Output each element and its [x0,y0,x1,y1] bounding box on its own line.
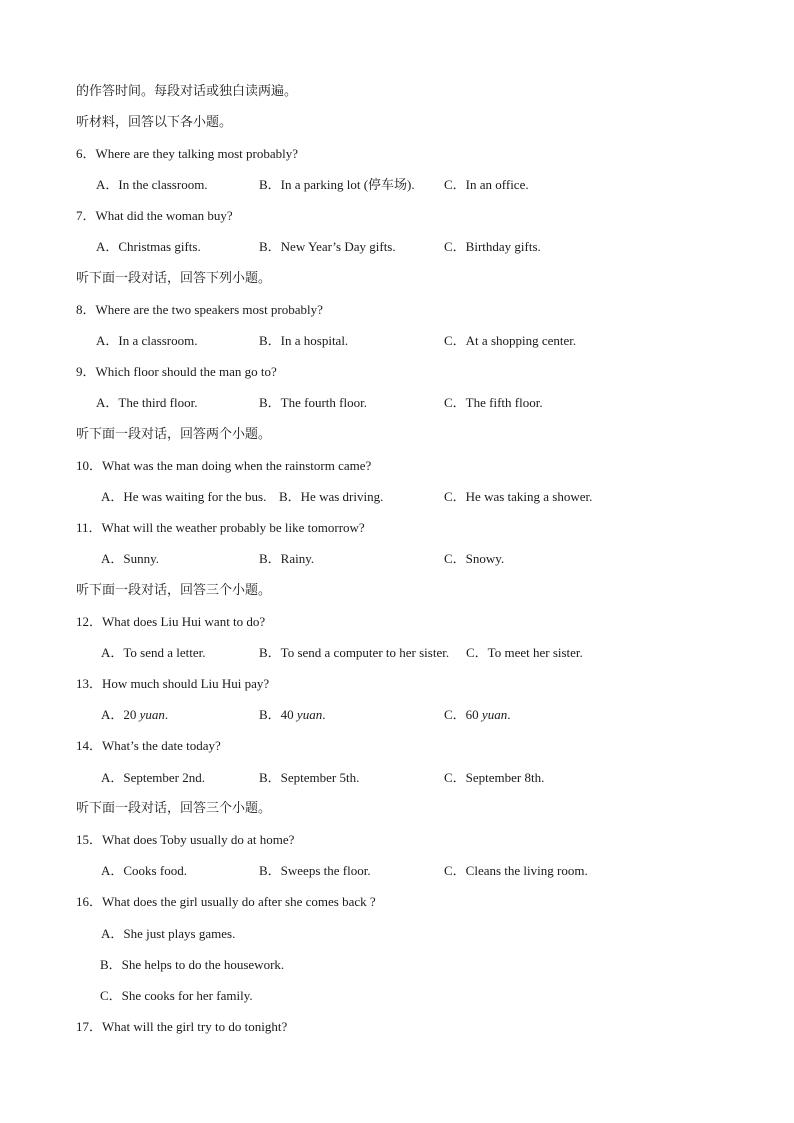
option-12c: C．To meet her sister. [466,645,583,660]
option-13b: B．40 yuan. [259,707,326,722]
question-14: 14．What’s the date today? [76,738,221,753]
option-6c: C．In an office. [444,177,529,192]
option-7b: B．New Year’s Day gifts. [259,239,396,254]
section-instruction: 听下面一段对话，回答三个小题。 [76,583,272,598]
section-instruction: 听材料，回答以下各小题。 [76,115,233,130]
option-8c: C．At a shopping center. [444,333,577,348]
option-6b: B．In a parking lot (停车场). [259,177,415,192]
option-11b: B．Rainy. [259,551,315,566]
option-13c: C．60 yuan. [444,707,511,722]
question-7: 7．What did the woman buy? [76,208,233,223]
option-11a: A．Sunny. [101,551,160,566]
option-15c: C．Cleans the living room. [444,863,588,878]
option-14a: A．September 2nd. [101,770,205,785]
option-14c: C．September 8th. [444,770,545,785]
question-13: 13．How much should Liu Hui pay? [76,676,270,691]
option-12a: A．To send a letter. [101,645,206,660]
option-9b: B．The fourth floor. [259,395,367,410]
option-14b: B．September 5th. [259,770,360,785]
option-8b: B．In a hospital. [259,333,349,348]
option-15b: B．Sweeps the floor. [259,863,371,878]
option-6a: A．In the classroom. [96,177,208,192]
question-12: 12．What does Liu Hui want to do? [76,614,266,629]
question-8: 8．Where are the two speakers most probably? [76,302,323,317]
option-10b: B．He was driving. [279,489,384,504]
option-11c: C．Snowy. [444,551,505,566]
question-17: 17．What will the girl try to do tonight? [76,1019,288,1034]
option-12b: B．To send a computer to her sister. [259,645,450,660]
option-9c: C．The fifth floor. [444,395,543,410]
section-instruction: 听下面一段对话，回答两个小题。 [76,427,272,442]
option-15a: A．Cooks food. [101,863,187,878]
question-10: 10．What was the man doing when the rainstorm came? [76,458,372,473]
intro-tail: 的作答时间。每段对话或独白读两遍。 [76,84,298,99]
section-instruction: 听下面一段对话，回答三个小题。 [76,801,272,816]
option-8a: A．In a classroom. [96,333,198,348]
option-9a: A．The third floor. [96,395,198,410]
option-16c: C．She cooks for her family. [100,988,253,1003]
option-10a: A．He was waiting for the bus. [101,489,267,504]
question-6: 6．Where are they talking most probably? [76,146,299,161]
option-16b: B．She helps to do the housework. [100,957,285,972]
option-7a: A．Christmas gifts. [96,239,201,254]
option-16a: A．She just plays games. [101,926,236,941]
question-16: 16．What does the girl usually do after she comes back ? [76,894,376,909]
option-13a: A．20 yuan. [101,707,169,722]
option-10c: C．He was taking a shower. [444,489,593,504]
question-9: 9．Which floor should the man go to? [76,364,277,379]
question-15: 15．What does Toby usually do at home? [76,832,295,847]
section-instruction: 听下面一段对话，回答下列小题。 [76,271,272,286]
option-7c: C．Birthday gifts. [444,239,541,254]
question-11: 11．What will the weather probably be like tomorrow? [76,520,365,535]
